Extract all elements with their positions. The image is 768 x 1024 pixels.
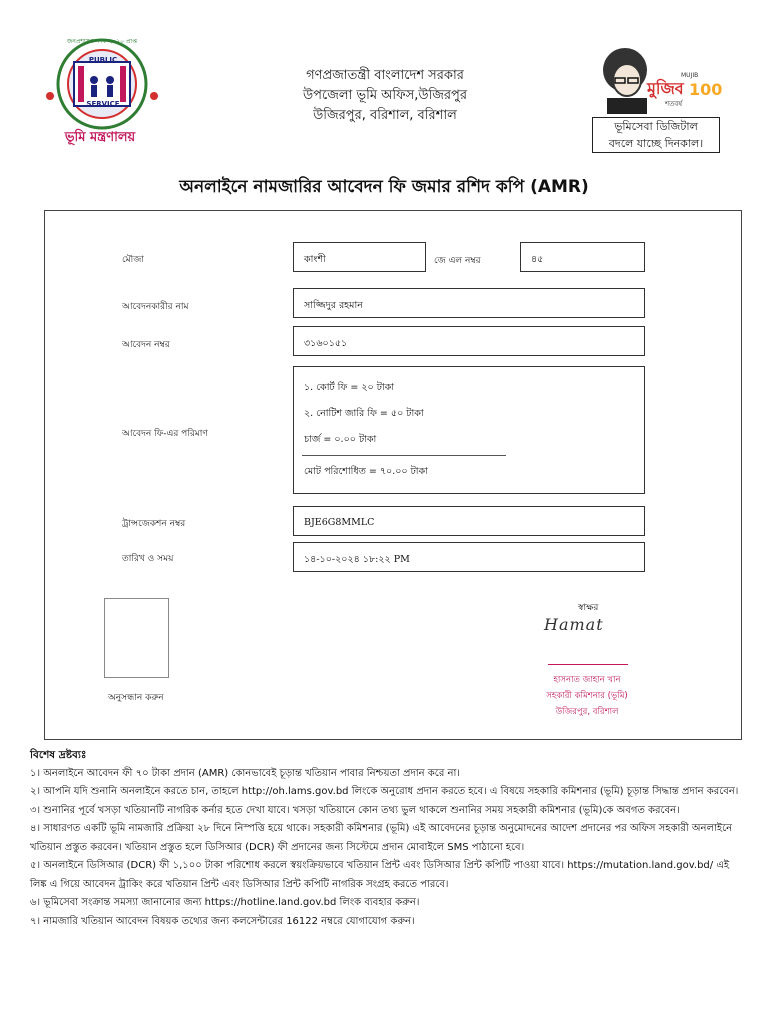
notice-fee: ২. নোটিশ জারি ফি = ৫০ টাকা <box>304 408 424 419</box>
qr-code-box[interactable] <box>104 598 169 678</box>
qr-search-caption: অনুসন্ধান করুন <box>108 693 164 703</box>
slogan-box <box>592 117 720 153</box>
officer-title: সহকারী কমিশনার (ভূমি) <box>546 691 628 701</box>
datetime-label: তারিখ ও সময় <box>122 554 174 564</box>
ministry-caption: ভূমি মন্ত্রণালয় <box>64 130 136 145</box>
officer-name: হাসনাত জাহান খান <box>553 675 621 685</box>
mouza-label: মৌজা <box>122 255 144 265</box>
signature-image: Hamat <box>544 615 604 634</box>
transaction-number-label: ট্রান্সজেকশন নম্বর <box>122 519 186 529</box>
signature-label: স্বাক্ষর <box>578 603 599 613</box>
signature-line <box>548 664 628 665</box>
mujib-text: মুজিব <box>647 79 684 98</box>
mujib-100-logo <box>597 36 723 114</box>
note-item-4: ৪। সাধারণত একটি ভূমি নামজারি প্রক্রিয়া ২৮ দিনে নিস্পত্তি হয়ে থাকে। সহকারী কমিশনার (ভূমি) এই আবেদনের চূড়ান্ত অনুমোদনের আদেশ প্রদানের পর অফিস সহকারী অনলাইনে খতিয়ান প্রস্তুত করবেন। খতিয়ান প্রস্তুত হলে ডিসিআর (DCR) ফী প্রদানের জন্য সিস্টেমে প্রদান মোবাইলে SMS পাঠানো হবে। <box>30 823 733 853</box>
header-line-2: উপজেলা ভূমি অফিস,উজিরপুর <box>303 88 467 103</box>
note-item-1: ১। অনলাইনে আবেদন ফী ৭০ টাকা প্রদান (AMR) কোনভাবেই চূড়ান্ত খতিয়ান পাবার নিশ্চয়তা প্রদান করে না। <box>30 767 460 779</box>
fee-amount-label: আবেদন ফি-এর পরিমাণ <box>122 429 208 439</box>
court-fee: ১. কোর্ট ফি = ২০ টাকা <box>304 382 395 393</box>
fee-breakdown-box <box>293 366 645 494</box>
note-item-2: ২। আপনি যদি শুনানি অনলাইনে করতে চান, তাহলে http://oh.lams.gov.bd লিংকে অনুরোধ প্রদান করতে হবে। এ বিষয়ে সহকারি কমিশনার (ভূমি) চূড়ান্ত সিদ্ধান্ত প্রদান করবেন। <box>30 786 739 797</box>
officer-block <box>520 672 654 720</box>
office-header <box>230 66 540 126</box>
service-label: SERVICE <box>86 100 120 108</box>
notes-heading: বিশেষ দ্রষ্টব্যঃ <box>30 749 87 761</box>
logo-arc-text: জনপ্রশাসন পদক ২০২০ প্রাপ্ত <box>66 38 138 45</box>
total-paid: মোট পরিশোধিত = ৭০.০০ টাকা <box>304 466 428 477</box>
officer-place: উজিরপুর, বরিশাল <box>555 707 619 717</box>
header-line-3: উজিরপুর, বরিশাল, বরিশাল <box>313 108 457 123</box>
applicant-name-value: সাজ্জিদুর রহমান <box>293 288 645 318</box>
hundred-text: 100 <box>689 80 723 99</box>
application-number-value: ৩১৬০১৫১ <box>293 326 645 356</box>
mujib-en: MUJIB <box>681 72 699 79</box>
jl-number-label: জে এল নম্বর <box>434 256 481 266</box>
applicant-name-label: আবেদনকারীর নাম <box>122 302 189 312</box>
transaction-number-value: BJE6G8MMLC <box>293 506 645 536</box>
charge-fee: চার্জ = ০.০০ টাকা <box>304 434 377 445</box>
special-notes <box>30 746 742 931</box>
note-item-3: ৩। শুনানির পূর্বে খসড়া খতিয়ানটি নাগরিক কর্নার হতে দেখা যাবে। খসড়া খতিয়ানে কোন তথ্য ভুল থাকলে শুনানির সময় সহকারী কমিশনার (ভূমি)কে অবগত করবেন। <box>30 804 680 816</box>
note-item-7: ৭। নামজারি খতিয়ান আবেদন বিষয়ক তথ্যের জন্য কলসেন্টারের 16122 নম্বরে যোগাযোগ করুন। <box>30 915 415 927</box>
note-item-6: ৬। ভূমিসেবা সংক্রান্ত সমস্যা জানানোর জন্য https://hotline.land.gov.bd লিংক ব্যবহার করুন। <box>30 897 420 908</box>
jl-number-value: ৪৫ <box>520 242 645 272</box>
header-line-1: গণপ্রজাতন্ত্রী বাংলাদেশ সরকার <box>306 68 464 83</box>
receipt-title: অনলাইনে নামজারির আবেদন ফি জমার রশিদ কপি (AMR) <box>179 177 589 197</box>
datetime-value: ১৪-১০-২০২৪ ১৮:২২ PM <box>293 542 645 572</box>
application-number-label: আবেদন নম্বর <box>122 340 170 350</box>
note-item-5: ৫। অনলাইনে ডিসিআর (DCR) ফী ১,১০০ টাকা পরিশোধ করলে স্বয়ংক্রিয়ভাবে খতিয়ান প্রিন্ট এবং ডিসিআর প্রিন্ট কপিটি পাওয়া যাবে। https://mutation.land.gov.bd/ এই লিঙ্ক এ গিয়ে আবেদন ট্রাকিং করে খতিয়ান প্রিন্ট এবং ডিসিআর প্রিন্ট কপিটি নাগরিক সংগ্রহ করতে পারবে। <box>30 860 730 890</box>
shotoborsho-text: শতবর্ষ <box>665 100 683 108</box>
mouza-value: কাংশী <box>293 242 426 272</box>
public-label: PUBLIC <box>88 56 118 64</box>
slogan-line-2: বদলে যাচ্ছে দিনকাল। <box>608 137 704 150</box>
slogan-line-1: ভূমিসেবা ডিজিটাল <box>614 120 698 133</box>
fee-divider <box>302 455 506 456</box>
